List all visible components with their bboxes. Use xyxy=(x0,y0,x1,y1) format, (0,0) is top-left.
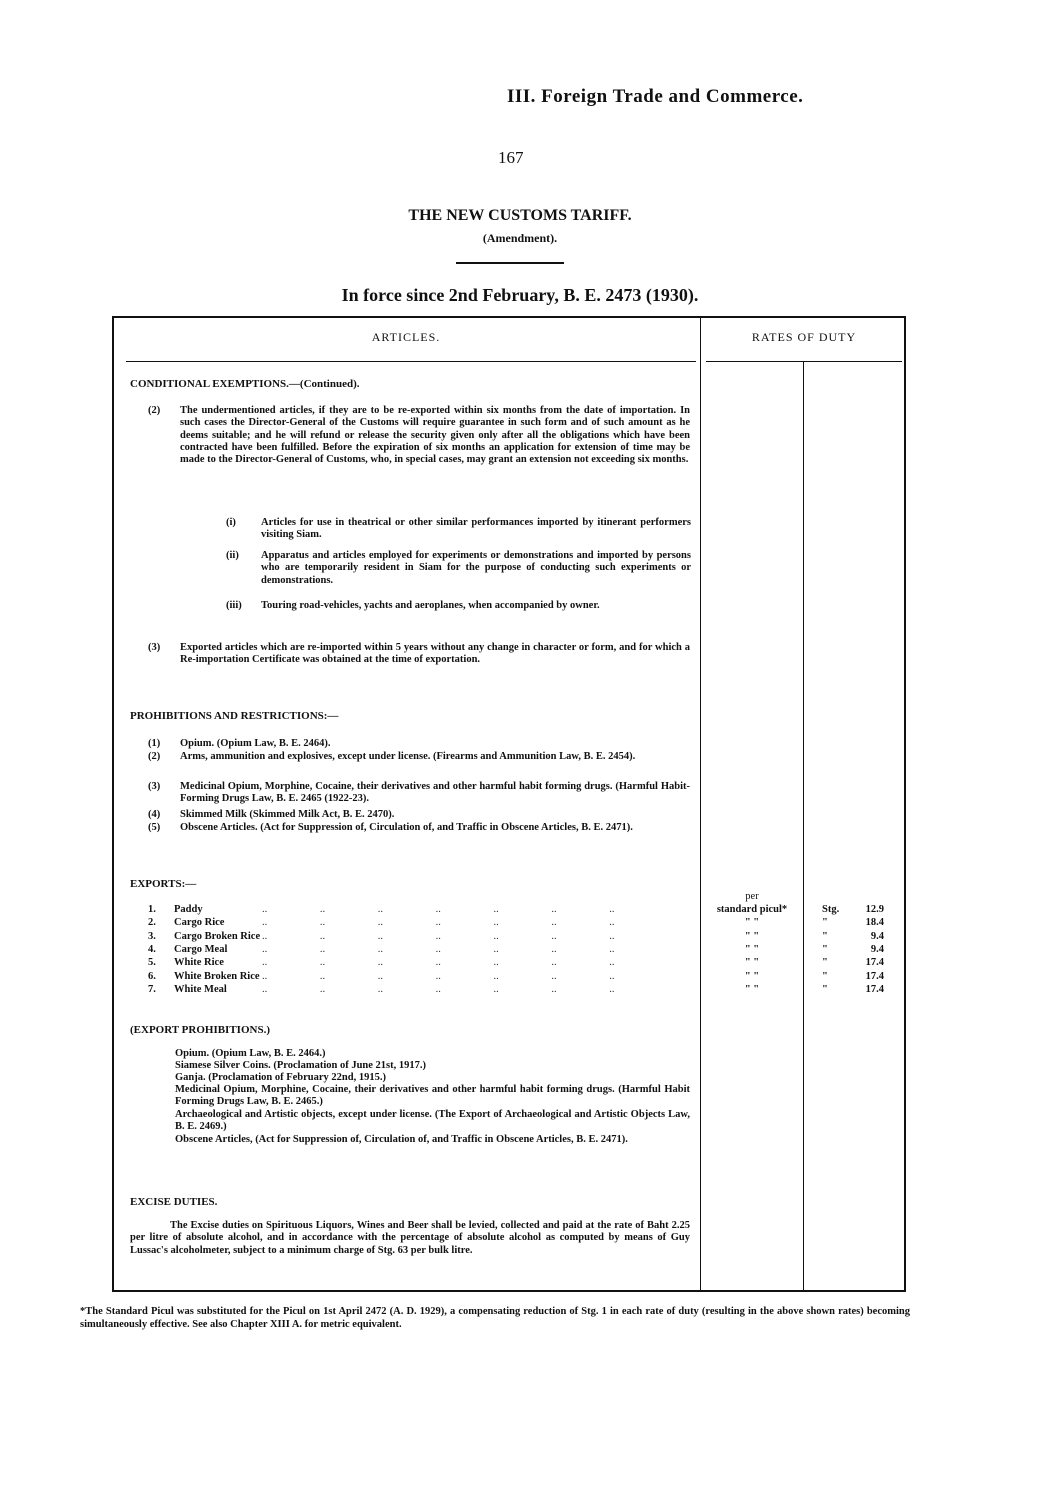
section-heading-export-prohibitions: (EXPORT PROHIBITIONS.) xyxy=(130,1024,270,1036)
rate-value-cell xyxy=(822,971,884,982)
section-heading-prohibitions: PROHIBITIONS AND RESTRICTIONS:— xyxy=(130,710,339,722)
excise-paragraph: The Excise duties on Spirituous Liquors, Wines and Beer shall be levied, collected and paid at the rate of Baht 2.25 per litre of absolute alcohol, and in accordance with the percentage of absolute alcohol as computed by means of Guy Lussac's alcoholmeter, subject to a minimum charge of Stg. 63 per bulk litre. xyxy=(130,1220,690,1256)
export-row-name: Cargo Meal xyxy=(174,944,228,955)
rate-value: 17.4 xyxy=(865,957,884,968)
rate-currency: " xyxy=(822,957,828,968)
page-number: 167 xyxy=(498,148,524,167)
rate-value: 9.4 xyxy=(870,931,884,942)
rate-value-cell xyxy=(822,931,884,942)
list-item-number: (5) xyxy=(148,822,161,833)
export-row-number: 3. xyxy=(148,931,156,942)
column-header-rates: RATES OF DUTY xyxy=(751,330,857,344)
list-item: Opium. (Opium Law, B. E. 2464). xyxy=(180,738,331,749)
export-row xyxy=(148,957,224,970)
export-prohibition-line: Obscene Articles, (Act for Suppression of, Circulation of, and Traffic in Obscene Articles, B. E. 2471). xyxy=(175,1134,628,1145)
sub-item-text: Touring road-vehicles, yachts and aeroplanes, when accompanied by owner. xyxy=(261,600,600,611)
sub-item-text: Apparatus and articles employed for experiments or demonstrations and imported by persons who are temporarily resident in Siam for the purpose of conducting such experiments or demonstrations. xyxy=(261,550,691,586)
rate-value-cell xyxy=(822,904,884,915)
export-row-name: White Meal xyxy=(174,984,227,995)
export-row-name: Cargo Broken Rice xyxy=(174,931,261,942)
unit-header-per: per xyxy=(745,891,759,902)
header-rule-right xyxy=(706,361,902,362)
leader-dots: .. .. .. .. .. .. .. xyxy=(262,904,615,915)
rate-unit-ditto: " " xyxy=(744,917,760,928)
sub-item-text: Articles for use in theatrical or other similar performances imported by itinerant performers visiting Siam. xyxy=(261,517,691,541)
leader-dots: .. .. .. .. .. .. .. xyxy=(262,944,615,955)
sub-item-number: (i) xyxy=(226,517,236,528)
rate-value-cell xyxy=(822,917,884,928)
column-header-articles: ARTICLES. xyxy=(371,330,441,344)
export-row xyxy=(148,971,260,984)
export-row-number: 2. xyxy=(148,917,156,928)
export-row-number: 7. xyxy=(148,984,156,995)
paragraph-number: (2) xyxy=(148,405,161,416)
rate-currency: " xyxy=(822,971,828,982)
export-prohibition-line: Opium. (Opium Law, B. E. 2464.) xyxy=(175,1048,326,1059)
in-force-line: In force since 2nd February, B. E. 2473 (1930). xyxy=(341,285,699,305)
list-item: Skimmed Milk (Skimmed Milk Act, B. E. 2470). xyxy=(180,809,395,820)
rate-value-cell xyxy=(822,984,884,995)
export-row xyxy=(148,984,227,997)
rate-currency: " xyxy=(822,944,828,955)
export-row xyxy=(148,931,260,944)
rate-currency: " xyxy=(822,984,828,995)
paragraph-text: Exported articles which are re-imported within 5 years without any change in character or form, and for which a Re-importation Certificate was obtained at the time of exportation. xyxy=(180,642,690,666)
column-divider xyxy=(700,318,701,1290)
rate-value: 9.4 xyxy=(870,944,884,955)
rate-unit-ditto: " " xyxy=(744,931,760,942)
page-subtitle: (Amendment). xyxy=(482,231,558,245)
unit-header-picul: standard picul* xyxy=(716,904,788,915)
rate-value: 17.4 xyxy=(865,971,884,982)
export-prohibition-line: Archaeological and Artistic objects, except under license. (The Export of Archaeological and Artistic Objects Law, B. E. 2469.) xyxy=(175,1109,690,1133)
list-item-number: (2) xyxy=(148,751,161,762)
chapter-heading: III. Foreign Trade and Commerce. xyxy=(507,86,804,107)
header-rule-left xyxy=(126,361,696,362)
rate-currency: " xyxy=(822,917,828,928)
rate-value: 17.4 xyxy=(865,984,884,995)
rate-value: 18.4 xyxy=(865,917,884,928)
leader-dots: .. .. .. .. .. .. .. xyxy=(262,971,615,982)
rate-unit-ditto: " " xyxy=(744,984,760,995)
export-row xyxy=(148,917,224,930)
leader-dots: .. .. .. .. .. .. .. xyxy=(262,917,615,928)
paragraph-text: The undermentioned articles, if they are to be re-exported within six months from the date of importation. In such cases the Director-General of the Customs will require guarantee in such form and of such amount as he deems suitable; and he will refund or release the security given only after all the obligations which have been contracted have been fulfilled. Before the expiration of six months an application for extension of time may be made to the Director-General of Customs, who, in special cases, may grant an extension not exceeding six months. xyxy=(180,405,690,466)
export-row-number: 4. xyxy=(148,944,156,955)
page-title: THE NEW CUSTOMS TARIFF. xyxy=(408,207,632,224)
export-row-number: 1. xyxy=(148,904,156,915)
rate-currency: " xyxy=(822,931,828,942)
rate-unit-ditto: " " xyxy=(744,971,760,982)
export-prohibition-line: Ganja. (Proclamation of February 22nd, 1915.) xyxy=(175,1072,386,1083)
list-item-number: (1) xyxy=(148,738,161,749)
list-item: Arms, ammunition and explosives, except under license. (Firearms and Ammunition Law, B. E. 2454). xyxy=(180,751,636,762)
rate-value-cell xyxy=(822,957,884,968)
leader-dots: .. .. .. .. .. .. .. xyxy=(262,931,615,942)
sub-item-number: (ii) xyxy=(226,550,239,561)
section-heading-conditional: CONDITIONAL EXEMPTIONS.—(Continued). xyxy=(130,378,360,390)
rate-currency: Stg. xyxy=(822,904,840,915)
leader-dots: .. .. .. .. .. .. .. xyxy=(262,957,615,968)
rate-value: 12.9 xyxy=(865,904,884,915)
list-item: Medicinal Opium, Morphine, Cocaine, their derivatives and other harmful habit forming drugs. (Harmful Habit-Forming Drugs Law, B. E. 2465 (1922-23). xyxy=(180,781,690,805)
export-prohibition-line: Medicinal Opium, Morphine, Cocaine, their derivatives and other harmful habit forming drugs. (Harmful Habit Forming Drugs Law, B. E. 2465.) xyxy=(175,1084,690,1108)
title-rule xyxy=(456,262,564,264)
export-row-name: Cargo Rice xyxy=(174,917,225,928)
export-row xyxy=(148,904,203,917)
leader-dots: .. .. .. .. .. .. .. xyxy=(262,984,615,995)
rate-unit-ditto: " " xyxy=(744,957,760,968)
list-item-number: (4) xyxy=(148,809,161,820)
export-row-number: 5. xyxy=(148,957,156,968)
paragraph-number: (3) xyxy=(148,642,161,653)
section-heading-excise: EXCISE DUTIES. xyxy=(130,1196,218,1208)
rate-value-cell xyxy=(822,944,884,955)
export-row xyxy=(148,944,227,957)
list-item-number: (3) xyxy=(148,781,161,792)
export-row-name: White Rice xyxy=(174,957,224,968)
sub-item-number: (iii) xyxy=(226,600,242,611)
rate-column-divider xyxy=(803,361,804,1290)
rate-unit-ditto: " " xyxy=(744,944,760,955)
section-heading-exports: EXPORTS:— xyxy=(130,878,197,890)
export-row-number: 6. xyxy=(148,971,156,982)
list-item: Obscene Articles. (Act for Suppression of, Circulation of, and Traffic in Obscene Articles, B. E. 2471). xyxy=(180,822,633,833)
export-prohibition-line: Siamese Silver Coins. (Proclamation of June 21st, 1917.) xyxy=(175,1060,427,1071)
export-row-name: White Broken Rice xyxy=(174,971,260,982)
footnote: *The Standard Picul was substituted for the Picul on 1st April 2472 (A. D. 1929), a compensating reduction of Stg. 1 in each rate of duty (resulting in the above shown rates) becoming simultaneously effective. See also Chapter XIII A. for metric equivalent. xyxy=(80,1306,910,1330)
export-row-name: Paddy xyxy=(174,904,203,915)
